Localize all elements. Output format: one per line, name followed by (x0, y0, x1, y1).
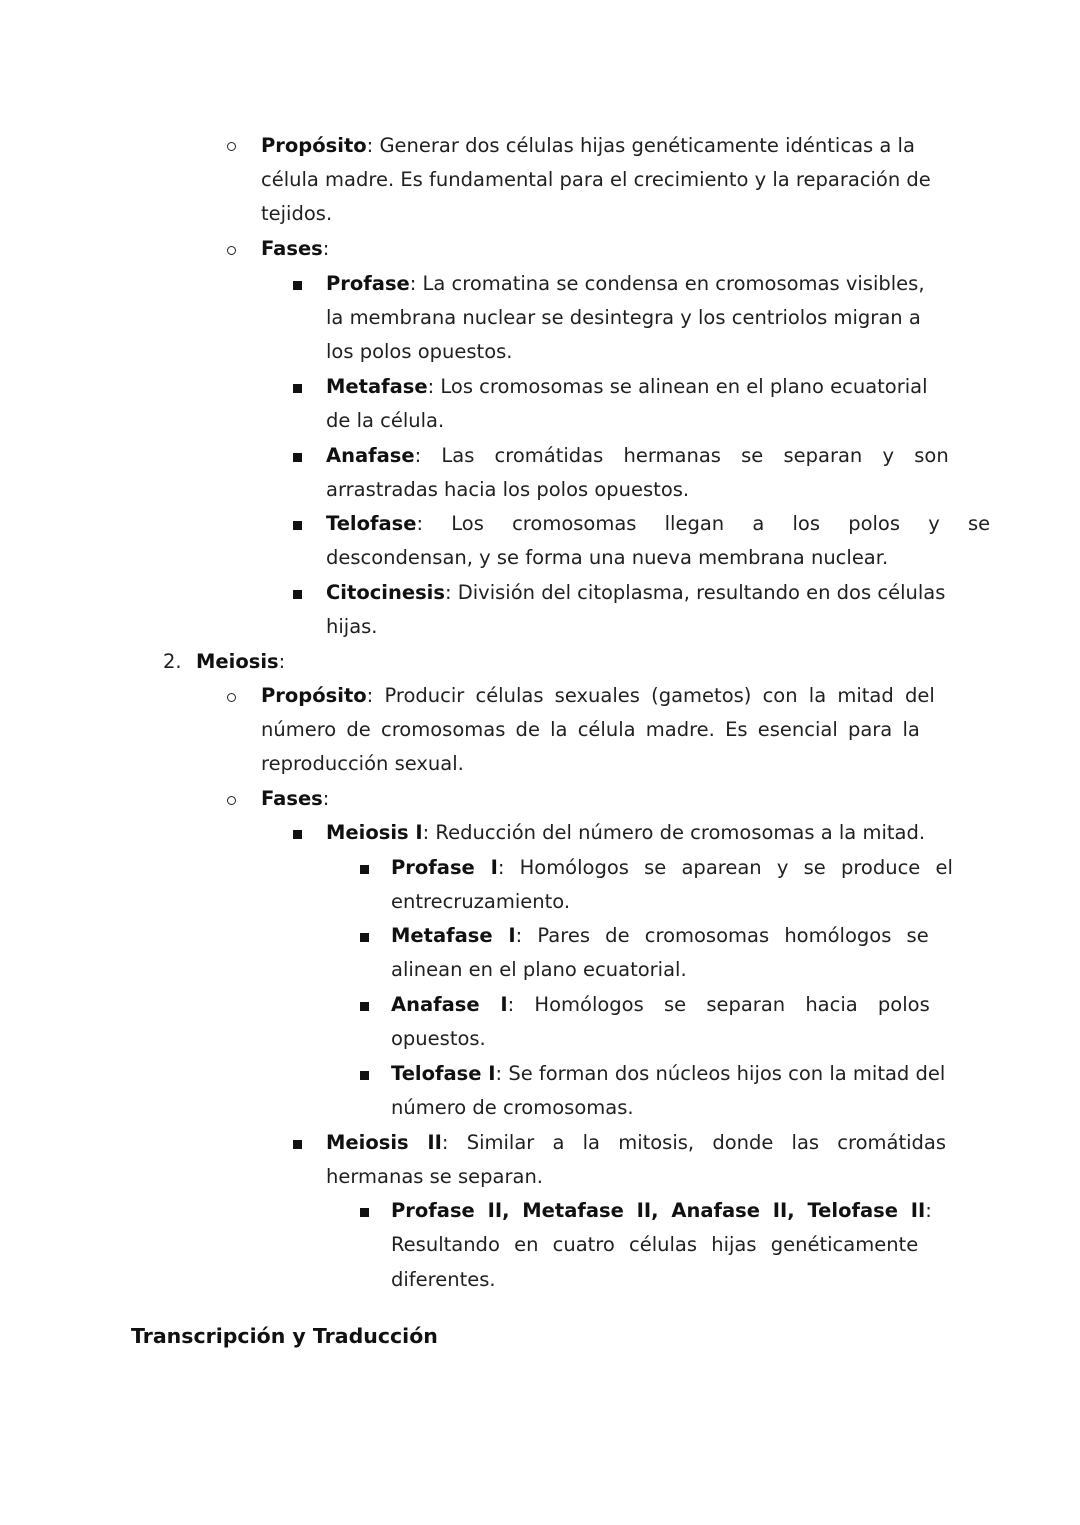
meiosis2-line2: hermanas se separan. (326, 1165, 544, 1188)
metafase-line1: Metafase: Los cromosomas se alinean en el plano ecuatorial (326, 375, 928, 398)
square-bullet-icon (293, 590, 302, 599)
anafase1-line1: Anafase I: Homólogos se separan hacia polos (391, 993, 930, 1016)
mitosis-fases-heading: Fases: (261, 237, 330, 260)
telofase1-line2: número de cromosomas. (391, 1096, 634, 1119)
profase1-line2: entrecruzamiento. (391, 890, 571, 913)
meiosis-heading: Meiosis: (196, 650, 286, 673)
circle-bullet-icon (227, 246, 236, 255)
square-bullet-icon (293, 1140, 302, 1149)
metafase1-line2: alinean en el plano ecuatorial. (391, 958, 687, 981)
meiosis2-phases-line2: Resultando en cuatro células hijas genéticamente (391, 1233, 919, 1256)
mitosis-proposito-text: : Generar dos células hijas genéticamente idénticas a la (366, 134, 915, 157)
profase-line1: Profase: La cromatina se condensa en cromosomas visibles, (326, 272, 925, 295)
mitosis-proposito-label: Propósito (261, 134, 367, 157)
citocinesis-line1: Citocinesis: División del citoplasma, resultando en dos células (326, 581, 946, 604)
meiosis-fases-heading: Fases: (261, 787, 330, 810)
square-bullet-icon (360, 1071, 369, 1080)
anafase-line2: arrastradas hacia los polos opuestos. (326, 478, 690, 501)
mitosis-proposito-line1 (261, 129, 948, 163)
mitosis-proposito-line2: célula madre. Es fundamental para el crecimiento y la reparación de (261, 168, 931, 191)
metafase-line2: de la célula. (326, 409, 445, 432)
circle-bullet-icon (227, 693, 236, 702)
anafase1-line2: opuestos. (391, 1027, 486, 1050)
meiosis-proposito-line1: Propósito: Producir células sexuales (gametos) con la mitad del (261, 684, 935, 707)
square-bullet-icon (293, 384, 302, 393)
circle-bullet-icon (227, 142, 236, 151)
meiosis-proposito-line3: reproducción sexual. (261, 752, 464, 775)
telofase-line2: descondensan, y se forma una nueva membrana nuclear. (326, 546, 889, 569)
square-bullet-icon (293, 830, 302, 839)
meiosis-proposito-line2: número de cromosomas de la célula madre. Es esencial para la (261, 718, 920, 741)
mitosis-proposito-line3: tejidos. (261, 202, 333, 225)
square-bullet-icon (360, 933, 369, 942)
section-heading: Transcripción y Traducción (131, 1324, 438, 1348)
profase-line3: los polos opuestos. (326, 340, 513, 363)
circle-bullet-icon (227, 796, 236, 805)
list-number: 2. (163, 650, 182, 673)
square-bullet-icon (293, 281, 302, 290)
meiosis2-phases-line1: Profase II, Metafase II, Anafase II, Telofase II: (391, 1199, 932, 1222)
square-bullet-icon (360, 865, 369, 874)
telofase1-line1: Telofase I: Se forman dos núcleos hijos con la mitad del (391, 1062, 946, 1085)
profase-line2: la membrana nuclear se desintegra y los centriolos migran a (326, 306, 921, 329)
metafase1-line1: Metafase I: Pares de cromosomas homólogos se (391, 924, 929, 947)
square-bullet-icon (293, 453, 302, 462)
square-bullet-icon (360, 1002, 369, 1011)
meiosis1-line1: Meiosis I: Reducción del número de cromosomas a la mitad. (326, 821, 926, 844)
square-bullet-icon (360, 1208, 369, 1217)
anafase-line1: Anafase: Las cromátidas hermanas se separan y son (326, 444, 949, 467)
citocinesis-line2: hijas. (326, 615, 378, 638)
telofase-line1: Telofase: Los cromosomas llegan a los polos y se (326, 512, 991, 535)
square-bullet-icon (293, 521, 302, 530)
meiosis2-phases-line3: diferentes. (391, 1268, 496, 1291)
profase1-line1: Profase I: Homólogos se aparean y se produce el (391, 856, 953, 879)
meiosis2-line1: Meiosis II: Similar a la mitosis, donde las cromátidas (326, 1131, 947, 1154)
